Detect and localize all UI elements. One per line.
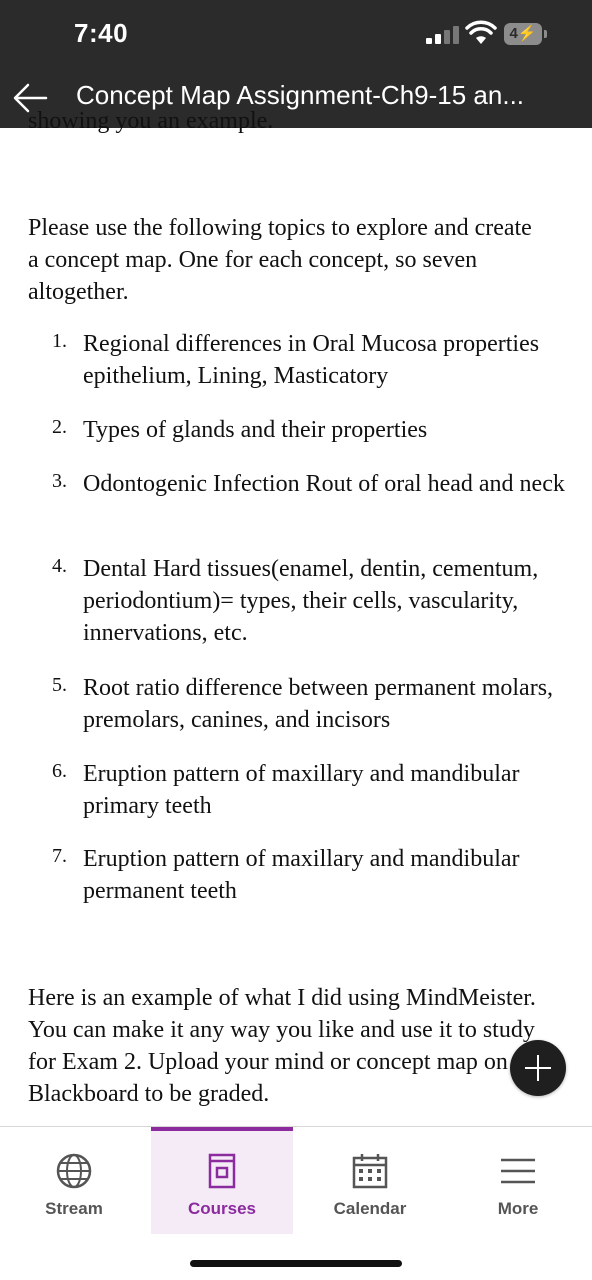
menu-icon [498, 1151, 538, 1191]
cut-off-text-line: showing you an example. [28, 108, 274, 134]
list-item-number: 2. [52, 416, 67, 438]
status-bar [0, 0, 592, 70]
wifi-icon [466, 22, 496, 46]
status-time: 7:40 [74, 18, 129, 48]
outro-paragraph: Here is an example of what I did using MindMeister. You can make it any way you like and use it to study for Exam 2. Upload your mind or concept map on Blackboard to be graded. [28, 985, 536, 1107]
tab-more[interactable] [444, 1127, 592, 1234]
list-item-text: Root ratio difference between permanent molars, premolars, canines, and incisors [83, 675, 554, 733]
list-item-text: Types of glands and their properties [83, 417, 428, 443]
tab-courses[interactable] [151, 1127, 293, 1234]
list-item-text: Regional differences in Oral Mucosa properties epithelium, Lining, Masticatory [83, 331, 540, 389]
page-title: Concept Map Assignment-Ch9-15 an... [76, 80, 525, 110]
list-item-number: 7. [52, 845, 67, 867]
list-item-number: 1. [52, 330, 67, 352]
list-item-number: 6. [52, 760, 67, 782]
list-item-text: Eruption pattern of maxillary and mandibular permanent teeth [83, 846, 520, 904]
tab-calendar[interactable] [296, 1127, 444, 1234]
courses-icon [202, 1151, 242, 1191]
tab-stream[interactable] [0, 1127, 148, 1234]
list-item-number: 4. [52, 555, 67, 577]
battery-icon: 4⚡ [504, 23, 542, 45]
tab-label: More [497, 1199, 539, 1218]
globe-icon [54, 1151, 94, 1191]
home-indicator[interactable] [190, 1260, 402, 1267]
list-item-text: Dental Hard tissues(enamel, dentin, cementum, periodontium)= types, their cells, vascularity, innervations, etc. [83, 556, 539, 646]
bottom-nav [0, 1126, 592, 1239]
list-item-number: 3. [52, 470, 67, 492]
tab-label: Stream [45, 1199, 103, 1218]
list-item-number: 5. [52, 674, 67, 696]
cellular-signal-icon [426, 26, 460, 44]
intro-paragraph: Please use the following topics to explore and create a concept map. One for each concept, so seven altogether. [28, 215, 532, 305]
tab-label: Calendar [333, 1199, 407, 1218]
calendar-icon [350, 1151, 390, 1191]
add-button[interactable] [510, 1040, 566, 1096]
tab-label: Courses [187, 1199, 257, 1218]
battery-tip [544, 30, 547, 38]
battery-level: 4 [509, 25, 518, 42]
list-item-text: Odontogenic Infection Rout of oral head and neck [83, 471, 565, 497]
assignment-content[interactable] [0, 108, 592, 1124]
list-item-text: Eruption pattern of maxillary and mandibular primary teeth [83, 761, 520, 819]
